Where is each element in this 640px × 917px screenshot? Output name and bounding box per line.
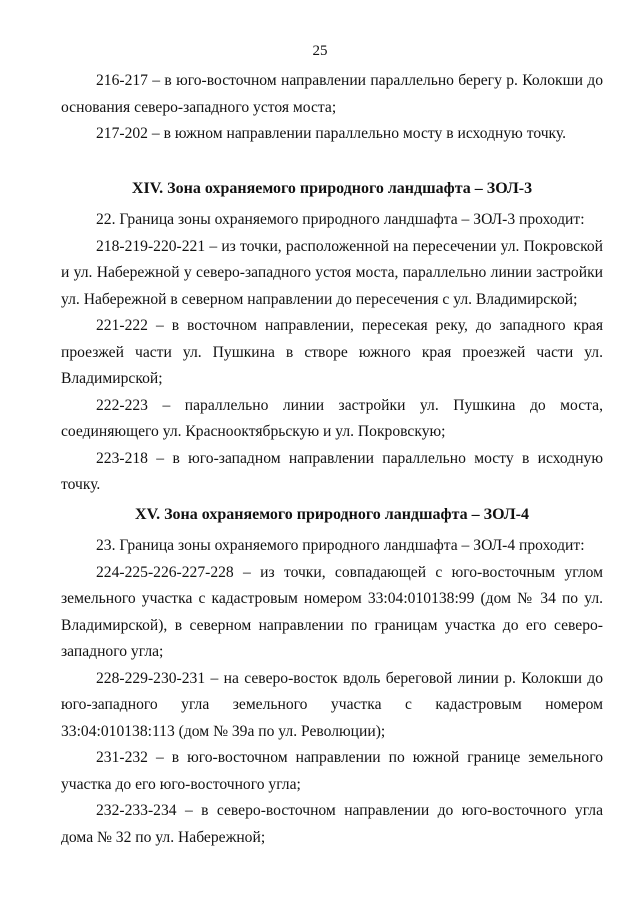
paragraph-228-231: 228-229-230-231 – на северо-восток вдоль береговой линии р. Колокши до юго-западного угла земельного участка с кадастровым номером 33:04:010138:113 (дом № 39а по ул. Революции); (61, 669, 603, 740)
paragraph-218-221: 218-219-220-221 – из точки, расположенной на пересечении ул. Покровской и ул. Набережной у северо-западного устоя моста, параллельно линии застройки ул. Набережной в северном направлении до пересечения с ул. Владимирской; (61, 237, 603, 308)
paragraph-217-202: 217-202 – в южном направлении параллельно мосту в исходную точку. (96, 125, 567, 142)
section-heading-xiv: XIV. Зона охраняемого природного ландшафта – ЗОЛ-3 (131, 180, 533, 197)
section-xiv-body (61, 207, 603, 499)
paragraph-22: 22. Граница зоны охраняемого природного ландшафта – ЗОЛ-3 проходит: (96, 211, 585, 228)
paragraph-216-217: 216-217 – в юго-восточном направлении параллельно берегу р. Колокши до основания северо-западного устоя моста; (61, 72, 603, 116)
paragraph-221-222: 221-222 – в восточном направлении, пересекая реку, до западного края проезжей части ул. Пушкина в створе южного края проезжей части ул. Владимирской; (61, 317, 603, 387)
section-xv-body (61, 533, 603, 851)
paragraph-224-228: 224-225-226-227-228 – из точки, совпадающей с юго-восточным углом земельного участка с кадастровым номером 33:04:010138:99 (дом № 34 по ул. Владимирской), в северном направлении по границам участка до его северо-западного угла; (61, 563, 603, 660)
paragraph-223-218: 223-218 – в юго-западном направлении параллельно мосту в исходную точку. (61, 449, 603, 493)
paragraph-222-223: 222-223 – параллельно линии застройки ул. Пушкина до моста, соединяющего ул. Краснооктябрьскую и ул. Покровскую; (61, 396, 603, 440)
intro-paragraphs (61, 68, 603, 148)
page-number: 25 (312, 43, 328, 59)
paragraph-23: 23. Граница зоны охраняемого природного ландшафта – ЗОЛ-4 проходит: (96, 537, 585, 554)
section-heading-xv: XV. Зона охраняемого природного ландшафта – ЗОЛ-4 (135, 506, 529, 523)
paragraph-231-232: 231-232 – в юго-восточном направлении по южной границе земельного участка до его юго-восточного угла; (61, 749, 603, 793)
paragraph-232-234: 232-233-234 – в северо-восточном направлении до юго-восточного угла дома № 32 по ул. Набережной; (61, 802, 603, 846)
